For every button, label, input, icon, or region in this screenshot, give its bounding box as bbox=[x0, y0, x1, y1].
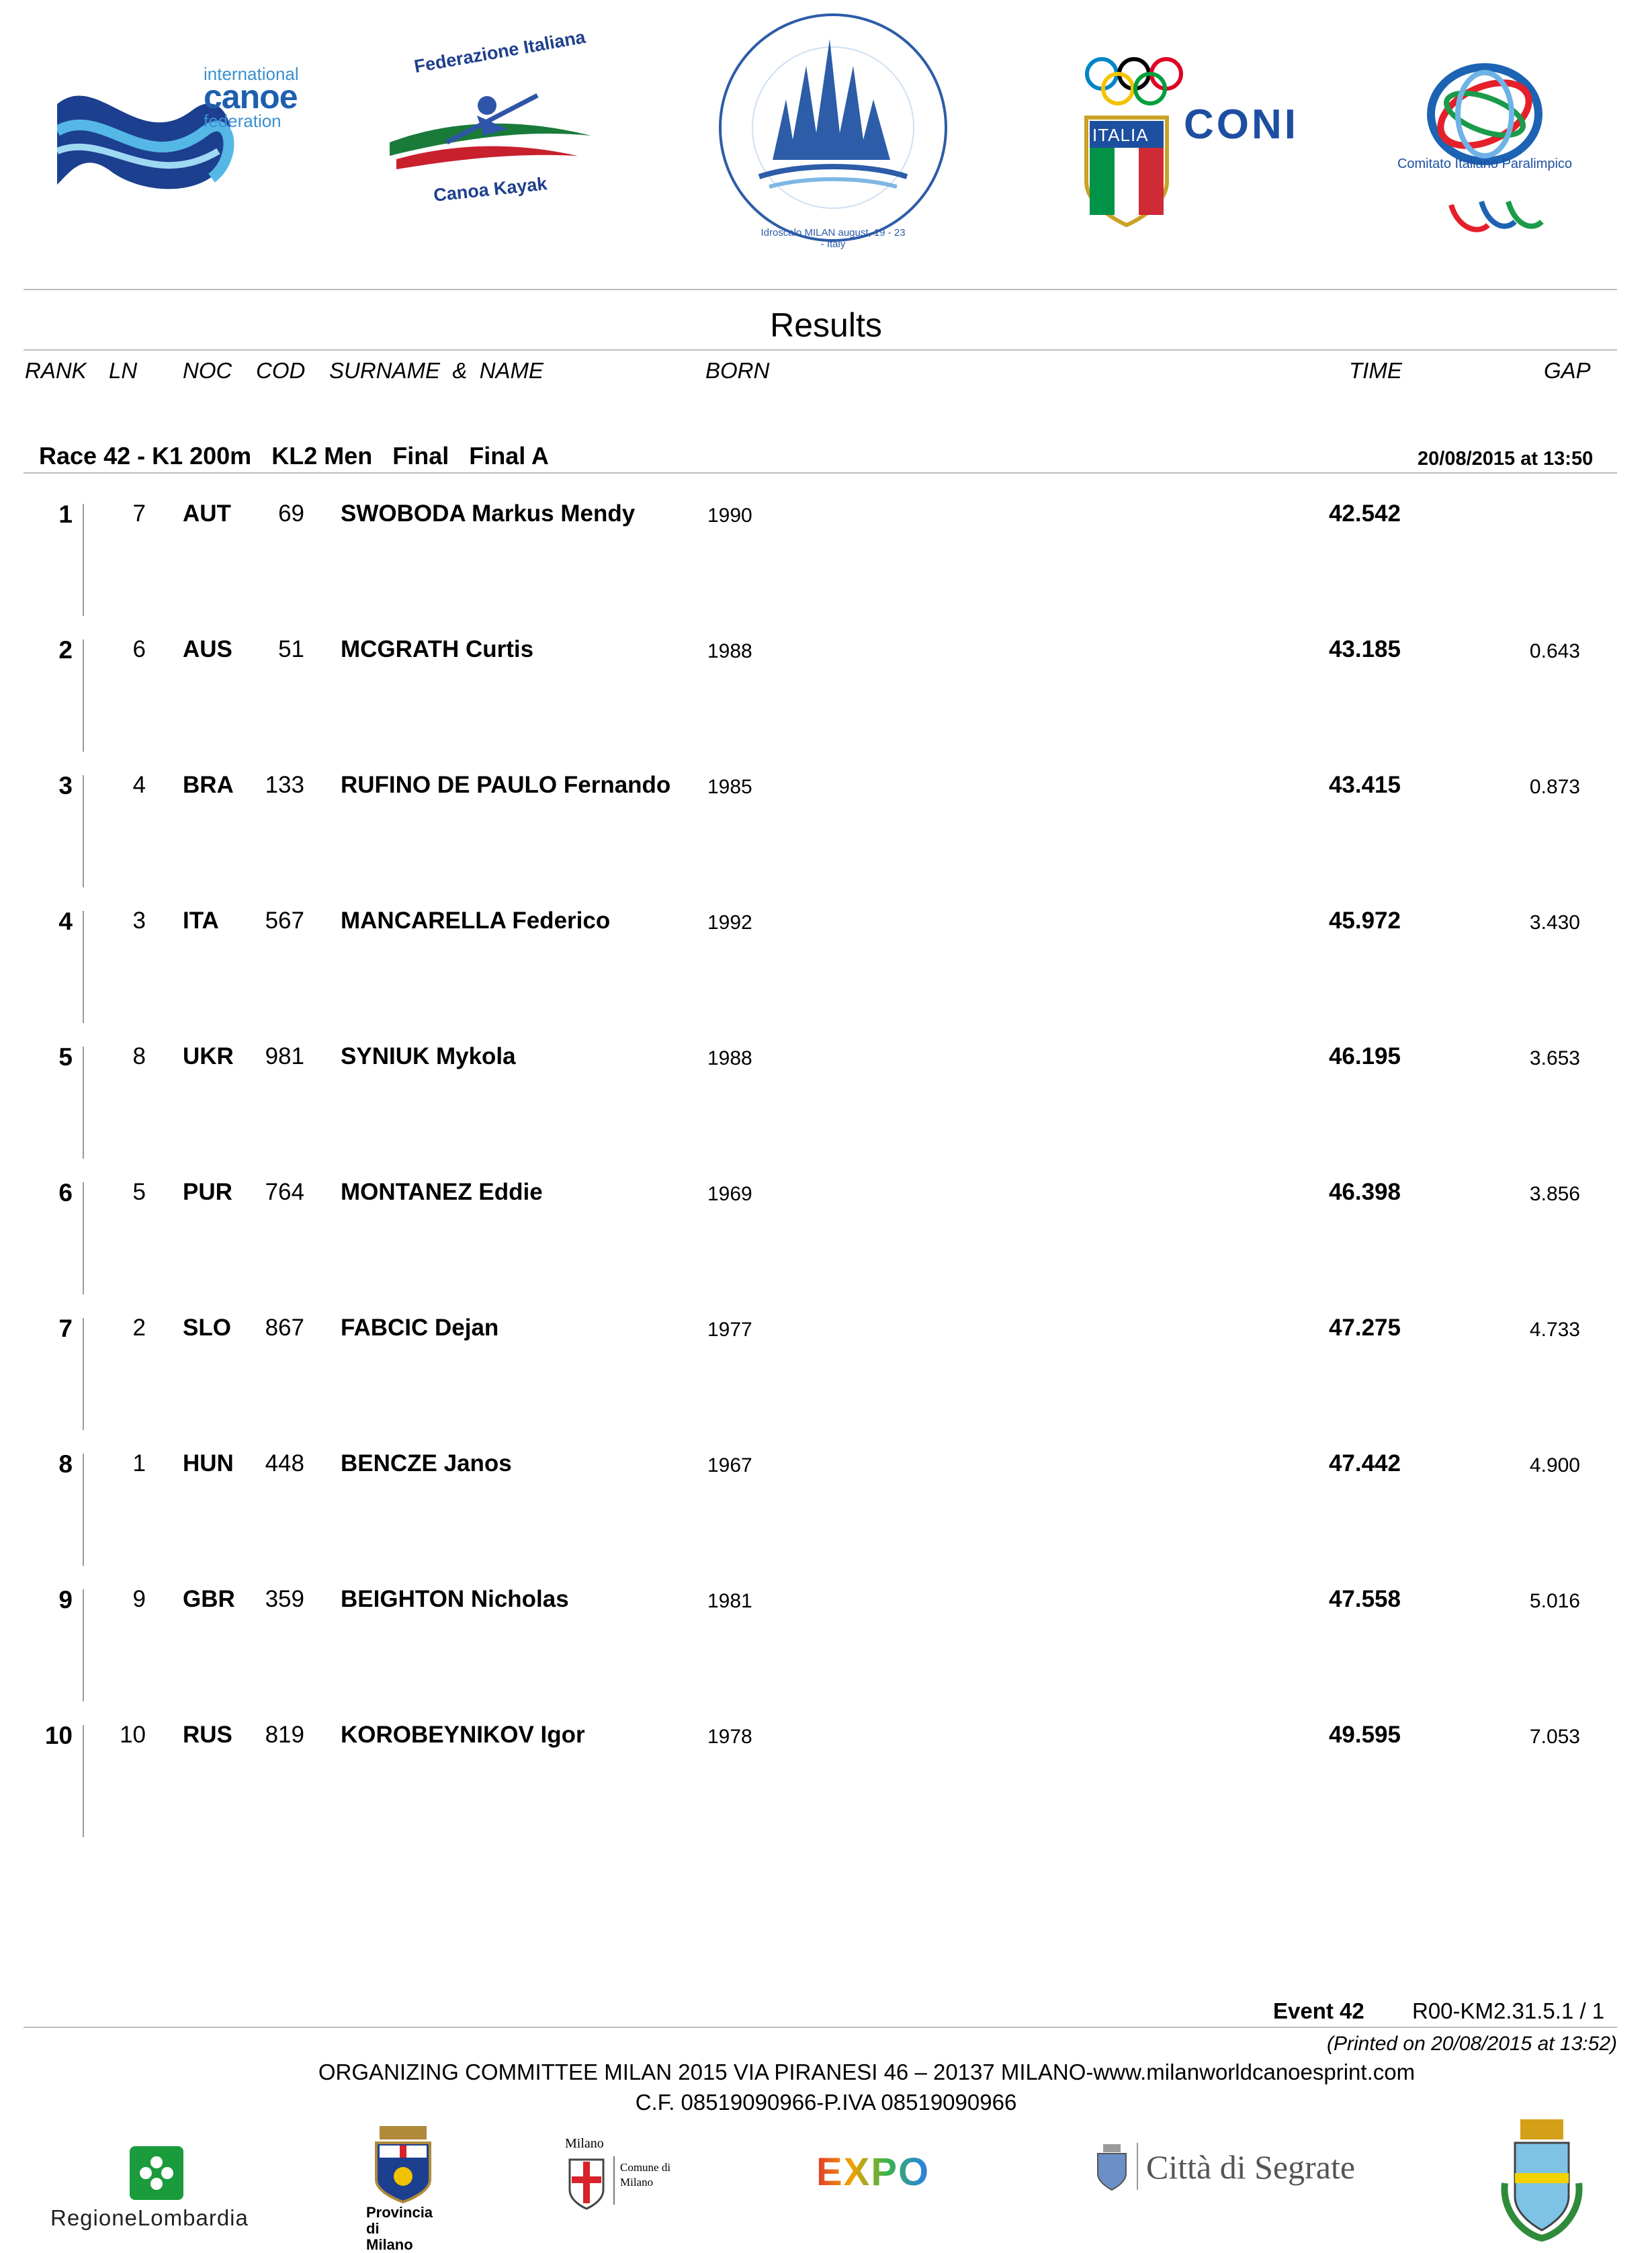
gap-cell: 3.856 bbox=[1529, 1183, 1580, 1205]
race-title: Race 42 - K1 200m KL2 Men Final Final A bbox=[39, 442, 549, 470]
col-noc-header: NOC bbox=[183, 358, 232, 383]
expo-logo bbox=[816, 2150, 957, 2194]
col-gap-header: GAP bbox=[1544, 358, 1591, 383]
icf-line1: international bbox=[204, 64, 299, 84]
lane-cell: 6 bbox=[132, 636, 146, 662]
segrate-text: Città di Segrate bbox=[1146, 2148, 1356, 2186]
race-datetime: 20/08/2015 at 13:50 bbox=[1418, 448, 1594, 470]
rank-cell: 9 bbox=[58, 1586, 73, 1614]
fick-bottom-text: Canoa Kayak bbox=[432, 173, 548, 206]
gap-cell: 3.430 bbox=[1529, 912, 1580, 934]
cip-logo bbox=[1371, 57, 1599, 245]
col-rank-header: RANK bbox=[25, 358, 87, 383]
born-cell: 1992 bbox=[707, 912, 752, 934]
row-divider bbox=[83, 1182, 84, 1294]
provincia-logo bbox=[363, 2123, 443, 2253]
provincia-text: Provincia di Milano bbox=[366, 2204, 433, 2253]
rank-cell: 2 bbox=[58, 636, 73, 664]
lane-cell: 2 bbox=[132, 1315, 146, 1341]
time-cell: 47.275 bbox=[1328, 1315, 1401, 1341]
athlete-name-cell: KOROBEYNIKOV Igor bbox=[341, 1722, 585, 1748]
footer-event: Event 42 bbox=[1273, 1998, 1364, 2023]
cip-text: Comitato Italiano Paralimpico bbox=[1397, 157, 1573, 171]
segrate-logo bbox=[1095, 2139, 1384, 2200]
athlete-name-cell: SWOBODA Markus Mendy bbox=[341, 500, 636, 527]
cod-cell: 764 bbox=[265, 1179, 304, 1205]
cod-cell: 359 bbox=[265, 1586, 304, 1612]
col-born-header: BORN bbox=[705, 358, 770, 383]
noc-cell: AUS bbox=[183, 636, 232, 662]
row-divider bbox=[83, 1318, 84, 1430]
footer-code: R00-KM2.31.5.1 / 1 bbox=[1412, 1998, 1605, 2023]
athlete-name-cell: BENCZE Janos bbox=[341, 1450, 512, 1476]
athlete-name-cell: MONTANEZ Eddie bbox=[341, 1179, 543, 1205]
row-divider bbox=[83, 911, 84, 1023]
rank-cell: 10 bbox=[44, 1722, 73, 1749]
athlete-name-cell: MCGRATH Curtis bbox=[341, 636, 534, 662]
cod-cell: 867 bbox=[265, 1315, 304, 1341]
born-cell: 1985 bbox=[707, 776, 752, 798]
icf-line2: canoe bbox=[204, 78, 298, 116]
row-divider bbox=[83, 1589, 84, 1702]
noc-cell: SLO bbox=[183, 1315, 231, 1341]
noc-cell: ITA bbox=[183, 908, 219, 934]
rank-cell: 7 bbox=[58, 1315, 73, 1342]
time-cell: 46.195 bbox=[1328, 1043, 1401, 1069]
time-cell: 49.595 bbox=[1328, 1722, 1401, 1748]
born-cell: 1969 bbox=[707, 1183, 752, 1205]
footer-committee: ORGANIZING COMMITTEE MILAN 2015 VIA PIRANESI 46 – 20137 MILANO-www.milanworldcanoesprint.com bbox=[318, 2060, 1416, 2084]
time-cell: 43.185 bbox=[1328, 636, 1401, 662]
gap-cell: 0.643 bbox=[1529, 640, 1580, 662]
gap-cell: 0.873 bbox=[1529, 776, 1580, 798]
gap-cell: 4.900 bbox=[1529, 1454, 1580, 1476]
fick-top-text: Federazione Italiana bbox=[412, 26, 587, 77]
lane-cell: 3 bbox=[132, 908, 146, 934]
cod-cell: 981 bbox=[265, 1043, 304, 1069]
rank-cell: 1 bbox=[58, 500, 73, 528]
athlete-name-cell: FABCIC Dejan bbox=[341, 1315, 499, 1341]
time-cell: 42.542 bbox=[1328, 500, 1401, 527]
expo-text: EXPO bbox=[816, 2150, 957, 2195]
coni-logo bbox=[1075, 50, 1303, 232]
col-time-header: TIME bbox=[1349, 358, 1402, 383]
noc-cell: BRA bbox=[183, 772, 234, 798]
cod-cell: 819 bbox=[265, 1722, 304, 1748]
gap-cell: 4.733 bbox=[1529, 1319, 1580, 1341]
rank-cell: 5 bbox=[58, 1043, 73, 1071]
coni-shield-text: ITALIA bbox=[1092, 125, 1149, 145]
lane-cell: 8 bbox=[132, 1043, 146, 1069]
row-divider bbox=[83, 1454, 84, 1566]
born-cell: 1990 bbox=[707, 504, 752, 527]
cod-cell: 69 bbox=[278, 500, 304, 527]
born-cell: 1977 bbox=[707, 1319, 752, 1341]
athlete-name-cell: BEIGHTON Nicholas bbox=[341, 1586, 569, 1612]
coni-word: CONI bbox=[1184, 101, 1299, 148]
footer-printed: (Printed on 20/08/2015 at 13:52) bbox=[1327, 2033, 1617, 2055]
born-cell: 1978 bbox=[707, 1726, 752, 1748]
born-cell: 1981 bbox=[707, 1590, 752, 1612]
row-divider bbox=[83, 504, 84, 616]
athlete-name-cell: SYNIUK Mykola bbox=[341, 1043, 516, 1069]
icf-line3: federation bbox=[204, 111, 281, 131]
lane-cell: 4 bbox=[132, 772, 146, 798]
lombardia-logo bbox=[50, 2146, 265, 2234]
noc-cell: RUS bbox=[183, 1722, 232, 1748]
time-cell: 47.442 bbox=[1328, 1450, 1401, 1476]
noc-cell: AUT bbox=[183, 500, 231, 527]
time-cell: 45.972 bbox=[1328, 908, 1401, 934]
col-name-header: SURNAME & NAME bbox=[329, 358, 544, 383]
rank-cell: 8 bbox=[58, 1450, 73, 1478]
time-cell: 47.558 bbox=[1328, 1586, 1401, 1612]
col-cod-header: COD bbox=[256, 358, 306, 383]
rank-cell: 3 bbox=[58, 772, 73, 799]
born-cell: 1988 bbox=[707, 1047, 752, 1069]
fick-logo bbox=[376, 26, 605, 216]
championship-logo bbox=[712, 5, 954, 254]
gap-cell: 5.016 bbox=[1529, 1590, 1580, 1612]
lane-cell: 9 bbox=[132, 1586, 146, 1612]
rank-cell: 4 bbox=[58, 908, 73, 935]
born-cell: 1988 bbox=[707, 640, 752, 662]
lane-cell: 5 bbox=[132, 1179, 146, 1205]
crest-logo bbox=[1495, 2116, 1589, 2244]
lane-cell: 7 bbox=[132, 500, 146, 527]
row-divider bbox=[83, 639, 84, 752]
born-cell: 1967 bbox=[707, 1454, 752, 1476]
cod-cell: 51 bbox=[278, 636, 304, 662]
icf-logo bbox=[57, 57, 312, 198]
row-divider bbox=[83, 1725, 84, 1837]
milano-side-text: Comune di Milano bbox=[620, 2161, 671, 2189]
rank-cell: 6 bbox=[58, 1179, 73, 1206]
time-cell: 43.415 bbox=[1328, 772, 1401, 798]
noc-cell: HUN bbox=[183, 1450, 234, 1476]
row-divider bbox=[83, 1047, 84, 1159]
cod-cell: 448 bbox=[265, 1450, 304, 1476]
col-ln-header: LN bbox=[109, 358, 138, 383]
athlete-name-cell: RUFINO DE PAULO Fernando bbox=[341, 772, 671, 798]
lane-cell: 10 bbox=[120, 1722, 146, 1748]
noc-cell: GBR bbox=[183, 1586, 235, 1612]
noc-cell: UKR bbox=[183, 1043, 234, 1069]
comune-milano-logo bbox=[561, 2136, 695, 2223]
championship-ring-bottom: Idroscalo MILAN august, 19 - 23 - Italy bbox=[760, 227, 906, 250]
page-title: Results bbox=[770, 306, 882, 344]
gap-cell: 7.053 bbox=[1529, 1726, 1580, 1748]
row-divider bbox=[83, 775, 84, 887]
cod-cell: 567 bbox=[265, 908, 304, 934]
lombardia-text: RegioneLombardia bbox=[50, 2205, 249, 2230]
cod-cell: 133 bbox=[265, 772, 304, 798]
noc-cell: PUR bbox=[183, 1179, 232, 1205]
time-cell: 46.398 bbox=[1328, 1179, 1401, 1205]
gap-cell: 3.653 bbox=[1529, 1047, 1580, 1069]
milano-top-text: Milano bbox=[565, 2136, 604, 2151]
lane-cell: 1 bbox=[132, 1450, 146, 1476]
footer-tax: C.F. 08519090966-P.IVA 08519090966 bbox=[635, 2090, 1017, 2115]
athlete-name-cell: MANCARELLA Federico bbox=[341, 908, 611, 934]
